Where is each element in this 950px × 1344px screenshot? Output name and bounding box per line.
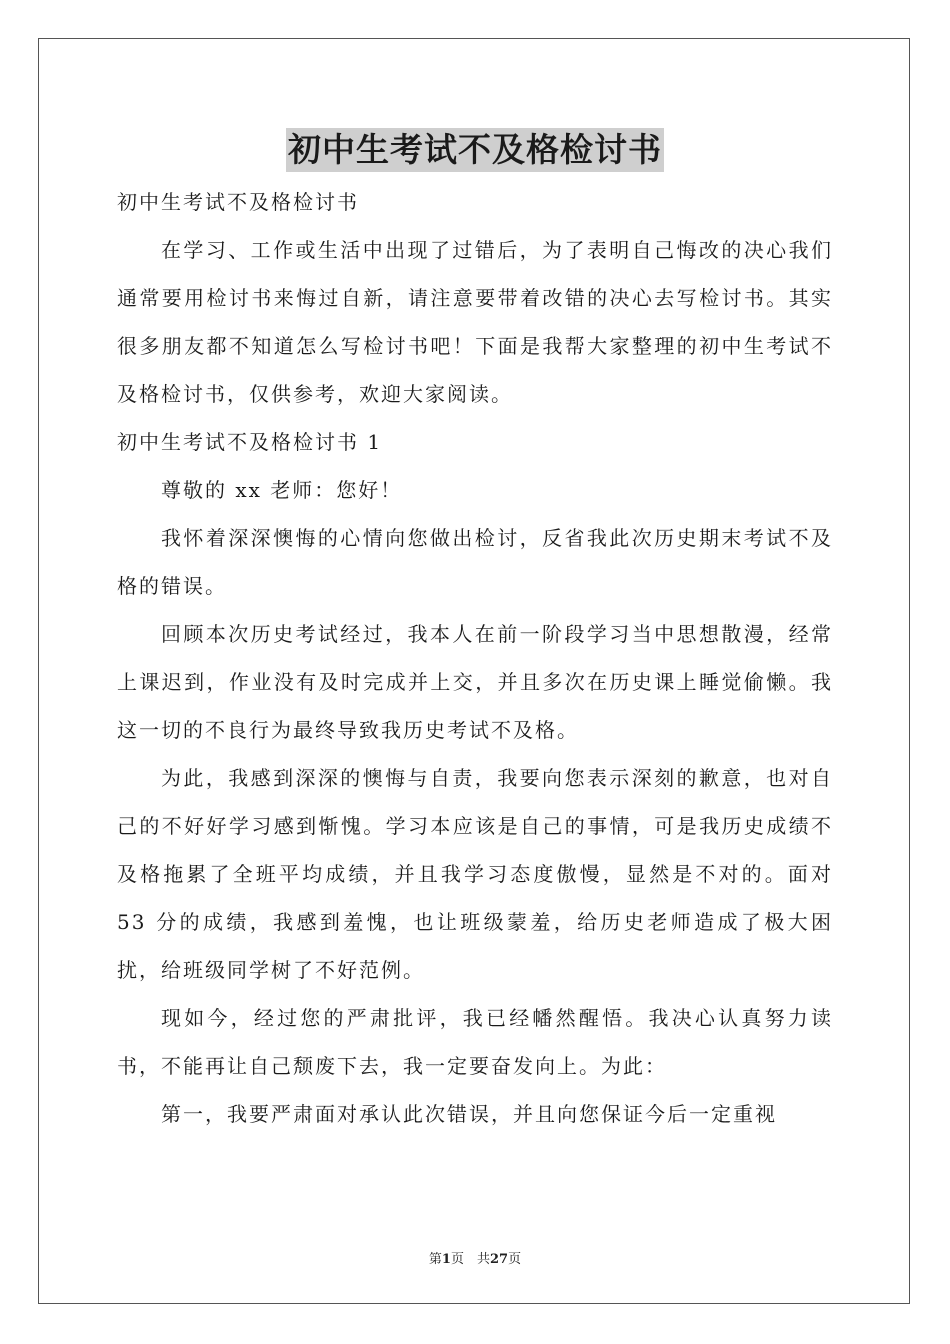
body-paragraph: 我怀着深深懊悔的心情向您做出检讨，反省我此次历史期末考试不及格的错误。 [117, 526, 833, 598]
footer-middle: 页 共 [450, 1252, 490, 1267]
footer-prefix: 第 [428, 1252, 442, 1267]
page-footer [0, 1248, 950, 1267]
section-heading: 初中生考试不及格检讨书 1 [117, 430, 383, 454]
footer-total-pages: 27 [489, 1252, 509, 1267]
title-container [0, 128, 950, 172]
body-paragraph: 为此，我感到深深的懊悔与自责，我要向您表示深刻的歉意，也对自己的不好好学习感到惭愧。学习本应该是自己的事情，可是我历史成绩不及格拖累了全班平均成绩，并且我学习态度傲慢，显然是不对的。面对 53 分的成绩，我感到羞愧，也让班级蒙羞，给历史老师造成了极大困扰，给班级同学树了不好范例。 [117, 766, 833, 982]
intro-paragraph: 在学习、工作或生活中出现了过错后，为了表明自己悔改的决心我们通常要用检讨书来悔过自新，请注意要带着改错的决心去写检讨书。其实很多朋友都不知道怎么写检讨书吧！下面是我帮大家整理的初中生考试不及格检讨书，仅供参考，欢迎大家阅读。 [117, 238, 833, 406]
subtitle-paragraph: 初中生考试不及格检讨书 [117, 190, 359, 214]
footer-suffix: 页 [508, 1252, 522, 1267]
document-title: 初中生考试不及格检讨书 [286, 128, 664, 172]
body-paragraph: 现如今，经过您的严肃批评，我已经幡然醒悟。我决心认真努力读书，不能再让自己颓废下去，我一定要奋发向上。为此： [117, 1006, 833, 1078]
salutation-paragraph: 尊敬的 xx 老师：您好！ [161, 478, 403, 502]
body-paragraph: 第一，我要严肃面对承认此次错误，并且向您保证今后一定重视 [161, 1102, 777, 1126]
footer-page-number: 1 [441, 1252, 451, 1267]
document-body [117, 178, 833, 1138]
body-paragraph: 回顾本次历史考试经过，我本人在前一阶段学习当中思想散漫，经常上课迟到，作业没有及时完成并上交，并且多次在历史课上睡觉偷懒。我这一切的不良行为最终导致我历史考试不及格。 [117, 622, 833, 742]
